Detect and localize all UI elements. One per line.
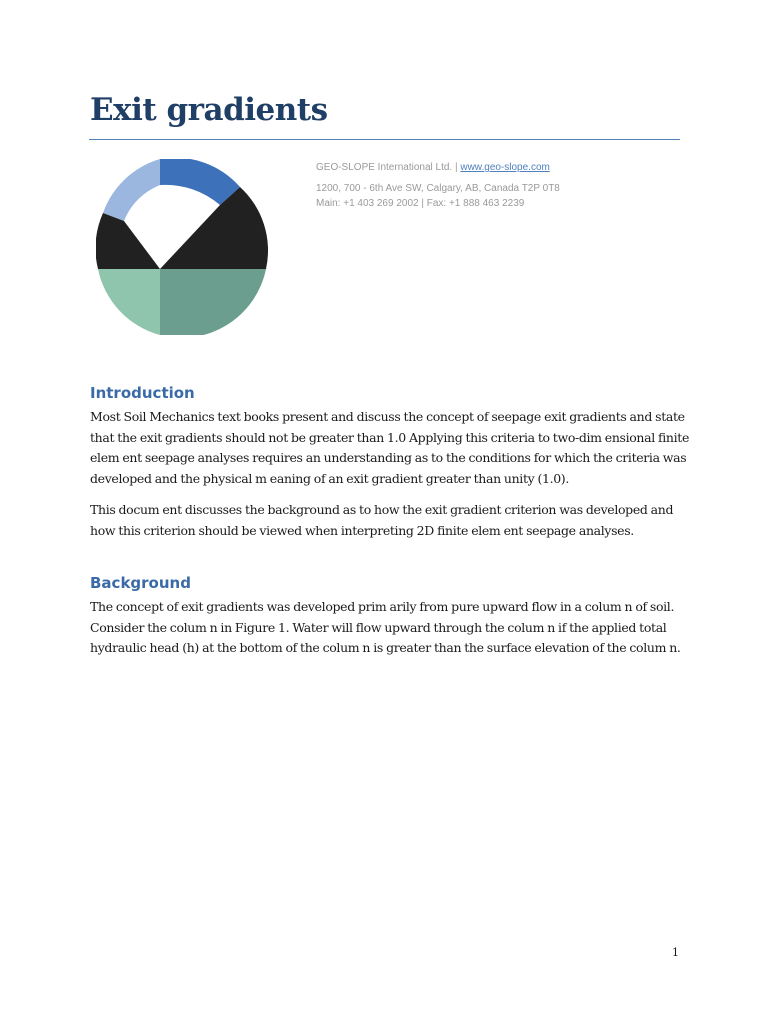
geo-slope-logo — [96, 159, 268, 335]
company-info — [316, 160, 560, 211]
page-number: 1 — [672, 946, 679, 959]
logo-black-left-segment — [96, 213, 160, 269]
paragraph-line: that the exit gradients should not be greater than 1.0 Applying this criteria to two-dim ensional finite — [90, 429, 689, 445]
paragraph-line: The concept of exit gradients was developed prim arily from pure upward flow in a colum n of soil. — [90, 599, 675, 614]
company-contact: Main: +1 403 269 2002 | Fax: +1 888 463 2239 — [316, 198, 525, 209]
logo-light-blue-segment — [103, 159, 160, 221]
company-separator: | — [454, 162, 458, 173]
paragraph-line: Most Soil Mechanics text books present and discuss the concept of seepage exit gradients and state — [90, 409, 685, 424]
website-link[interactable]: www.geo-slope.com — [460, 162, 550, 173]
company-address: 1200, 700 - 6th Ave SW, Calgary, AB, Canada T2P 0T8 — [316, 183, 560, 194]
background-paragraph-1 — [90, 597, 680, 659]
paragraph-line: hydraulic head (h) at the bottom of the colum n is greater than the surface elevation of the colum n. — [90, 640, 681, 655]
introduction-paragraph-2 — [90, 500, 680, 541]
logo-light-green-segment — [98, 269, 160, 335]
logo-dark-green-segment — [160, 269, 266, 335]
introduction-paragraph-1 — [90, 407, 689, 489]
paragraph-line: developed and the physical m eaning of an exit gradient greater than unity (1.0). — [90, 470, 569, 486]
paragraph-line: This docum ent discusses the background as to how the exit gradient criterion was developed and — [90, 502, 674, 517]
company-name: GEO-SLOPE International Ltd. — [316, 162, 453, 173]
background-heading: Background — [90, 574, 191, 592]
title-divider — [89, 139, 680, 140]
page-title: Exit gradients — [90, 92, 328, 128]
introduction-heading: Introduction — [90, 384, 195, 402]
paragraph-line: elem ent seepage analyses requires an understanding as to the conditions for which the criteria was — [90, 450, 687, 465]
paragraph-line: how this criterion should be viewed when interpreting 2D finite elem ent seepage analyses. — [90, 522, 634, 538]
paragraph-line: Consider the colum n in Figure 1. Water will flow upward through the colum n if the applied total — [90, 619, 667, 635]
